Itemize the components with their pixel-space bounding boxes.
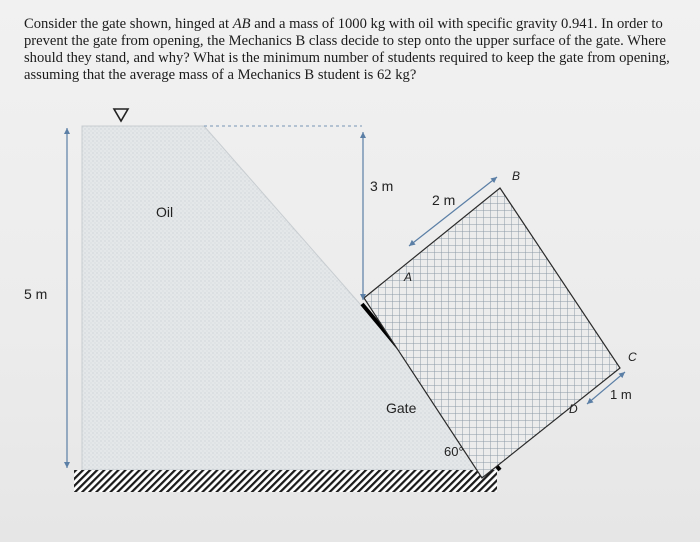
point-c-label: C xyxy=(628,350,637,364)
dim-2m-label: 2 m xyxy=(432,192,456,208)
point-b-label: B xyxy=(512,169,521,183)
dim-1m-label: 1 m xyxy=(610,387,632,402)
gate-label: Gate xyxy=(386,400,417,416)
ground-hatch xyxy=(74,470,497,492)
hinge-ab-label: AB xyxy=(232,16,251,32)
question-part-2: and a mass of 1000 kg with oil with specific gravity 0.941. In order to prevent the gate from opening, the Mechanics B class decide to step onto the upper surface of the gate. Where should they stand, and why? What is the minimum number of students required to keep the gate from opening, assuming that the average mass of a Mechanics B student is 62 kg? xyxy=(24,16,670,83)
oil-label: Oil xyxy=(156,204,174,220)
free-surface-triangle-icon xyxy=(114,109,128,121)
question-part-1: Consider the gate shown, hinged at xyxy=(24,16,233,32)
angle-label: 60° xyxy=(444,444,464,459)
point-a-label: A xyxy=(404,270,413,284)
dim-3m-label: 3 m xyxy=(370,178,394,194)
dim-5m-label: 5 m xyxy=(24,286,48,302)
point-d-label: D xyxy=(569,402,578,416)
